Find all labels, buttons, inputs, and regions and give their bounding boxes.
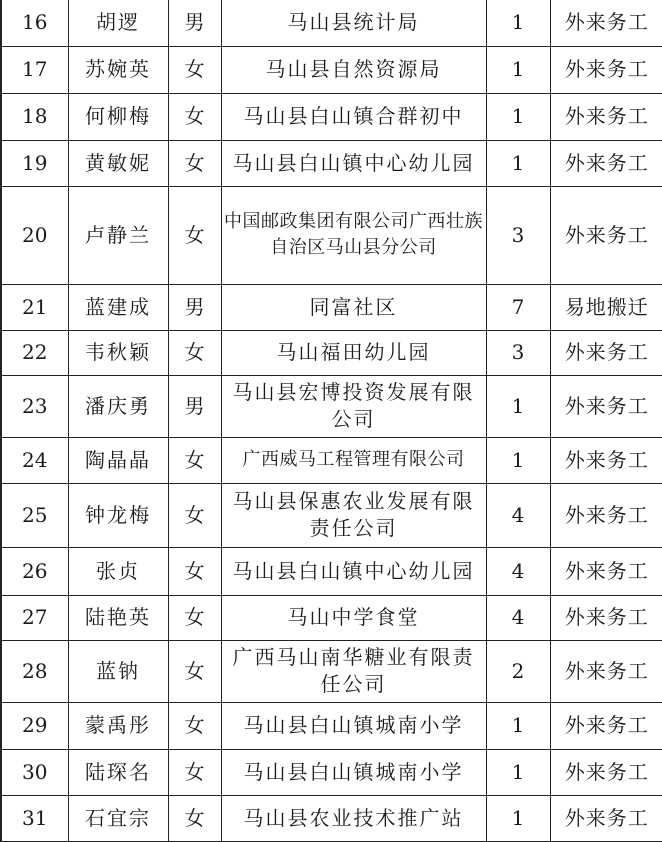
household-count: 1 [486, 702, 550, 749]
table-row [1, 702, 662, 749]
work-unit: 同富社区 [221, 284, 486, 330]
work-unit: 广西威马工程管理有限公司 [221, 437, 486, 483]
resident-type: 外来务工 [550, 186, 662, 284]
person-name: 陆琛名 [68, 749, 168, 795]
resident-type: 外来务工 [550, 595, 662, 640]
work-unit: 马山中学食堂 [221, 595, 486, 640]
gender-cell: 女 [168, 330, 221, 375]
table-row [1, 547, 662, 595]
household-count: 1 [486, 375, 550, 437]
resident-type: 外来务工 [550, 93, 662, 140]
household-count: 1 [486, 93, 550, 140]
gender-cell: 女 [168, 547, 221, 595]
gender-cell: 女 [168, 483, 221, 547]
resident-type: 外来务工 [550, 640, 662, 702]
table-row [1, 186, 662, 284]
row-number: 19 [1, 140, 68, 186]
row-number: 27 [1, 595, 68, 640]
gender-cell: 女 [168, 46, 221, 93]
person-name: 胡逻 [68, 0, 168, 46]
table-row [1, 284, 662, 330]
row-number: 29 [1, 702, 68, 749]
person-name: 陶晶晶 [68, 437, 168, 483]
table-row [1, 375, 662, 437]
gender-cell: 女 [168, 437, 221, 483]
person-name: 卢静兰 [68, 186, 168, 284]
person-name: 钟龙梅 [68, 483, 168, 547]
household-count: 1 [486, 0, 550, 46]
work-unit: 马山县农业技术推广站 [221, 795, 486, 841]
table-row [1, 330, 662, 375]
row-number: 18 [1, 93, 68, 140]
row-number: 21 [1, 284, 68, 330]
resident-type: 外来务工 [550, 140, 662, 186]
person-name: 蒙禹彤 [68, 702, 168, 749]
row-number: 22 [1, 330, 68, 375]
person-name: 黄敏妮 [68, 140, 168, 186]
table-row [1, 140, 662, 186]
resident-type: 外来务工 [550, 702, 662, 749]
gender-cell: 女 [168, 595, 221, 640]
household-count: 4 [486, 595, 550, 640]
resident-type: 外来务工 [550, 547, 662, 595]
person-name: 苏婉英 [68, 46, 168, 93]
table-row [1, 0, 662, 46]
row-number: 23 [1, 375, 68, 437]
gender-cell: 女 [168, 749, 221, 795]
gender-cell: 女 [168, 186, 221, 284]
person-name: 韦秋颖 [68, 330, 168, 375]
work-unit: 马山县统计局 [221, 0, 486, 46]
gender-cell: 男 [168, 375, 221, 437]
work-unit: 马山县白山镇城南小学 [221, 702, 486, 749]
row-number: 16 [1, 0, 68, 46]
resident-type: 外来务工 [550, 46, 662, 93]
row-number: 26 [1, 547, 68, 595]
household-count: 1 [486, 46, 550, 93]
resident-type: 外来务工 [550, 0, 662, 46]
row-number: 30 [1, 749, 68, 795]
person-name: 蓝钠 [68, 640, 168, 702]
household-count: 4 [486, 483, 550, 547]
work-unit: 马山县白山镇城南小学 [221, 749, 486, 795]
work-unit: 广西马山南华糖业有限责任公司 [221, 640, 486, 702]
household-count: 4 [486, 547, 550, 595]
person-name: 蓝建成 [68, 284, 168, 330]
work-unit: 马山县保惠农业发展有限责任公司 [221, 483, 486, 547]
household-count: 1 [486, 795, 550, 841]
gender-cell: 女 [168, 640, 221, 702]
resident-type: 外来务工 [550, 483, 662, 547]
work-unit: 马山县宏博投资发展有限公司 [221, 375, 486, 437]
household-count: 1 [486, 749, 550, 795]
table-row [1, 483, 662, 547]
resident-type: 外来务工 [550, 330, 662, 375]
work-unit: 马山福田幼儿园 [221, 330, 486, 375]
gender-cell: 女 [168, 795, 221, 841]
row-number: 31 [1, 795, 68, 841]
household-count: 7 [486, 284, 550, 330]
gender-cell: 女 [168, 140, 221, 186]
table-row [1, 595, 662, 640]
work-unit: 中国邮政集团有限公司广西壮族自治区马山县分公司 [221, 186, 486, 284]
table-row [1, 437, 662, 483]
table-row [1, 749, 662, 795]
person-name: 陆艳英 [68, 595, 168, 640]
row-number: 28 [1, 640, 68, 702]
work-unit: 马山县自然资源局 [221, 46, 486, 93]
row-number: 25 [1, 483, 68, 547]
resident-type: 外来务工 [550, 749, 662, 795]
household-count: 1 [486, 140, 550, 186]
resident-type: 外来务工 [550, 795, 662, 841]
person-name: 潘庆勇 [68, 375, 168, 437]
resident-type: 外来务工 [550, 375, 662, 437]
resident-type: 外来务工 [550, 437, 662, 483]
table-row [1, 93, 662, 140]
row-number: 24 [1, 437, 68, 483]
row-number: 20 [1, 186, 68, 284]
work-unit: 马山县白山镇合群初中 [221, 93, 486, 140]
work-unit: 马山县白山镇中心幼儿园 [221, 140, 486, 186]
resident-type: 易地搬迁 [550, 284, 662, 330]
household-count: 3 [486, 330, 550, 375]
table-row [1, 46, 662, 93]
gender-cell: 女 [168, 702, 221, 749]
person-name: 张贞 [68, 547, 168, 595]
gender-cell: 男 [168, 284, 221, 330]
gender-cell: 女 [168, 93, 221, 140]
household-count: 3 [486, 186, 550, 284]
table-row [1, 795, 662, 841]
row-number: 17 [1, 46, 68, 93]
household-count: 2 [486, 640, 550, 702]
table-row [1, 640, 662, 702]
gender-cell: 男 [168, 0, 221, 46]
work-unit: 马山县白山镇中心幼儿园 [221, 547, 486, 595]
person-name: 何柳梅 [68, 93, 168, 140]
person-name: 石宜宗 [68, 795, 168, 841]
household-count: 1 [486, 437, 550, 483]
